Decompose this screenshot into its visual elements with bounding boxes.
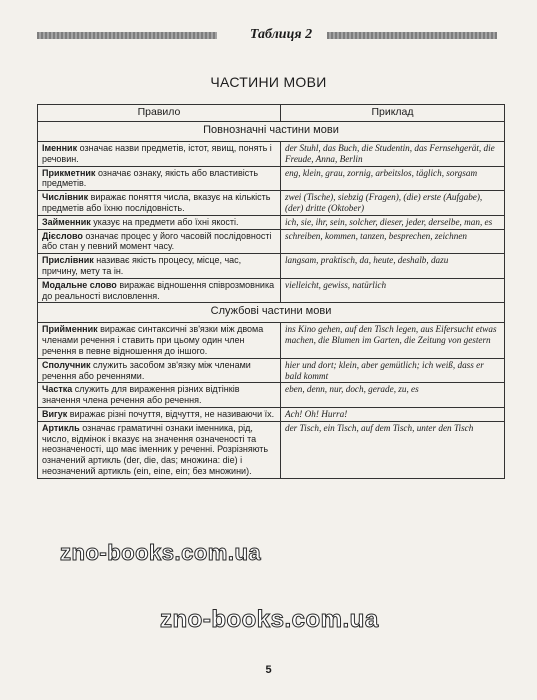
table-row: [38, 254, 505, 279]
table-body: [38, 122, 505, 479]
page-number: 5: [265, 664, 272, 676]
table-row: [38, 383, 505, 408]
rule-text: означає процес у його часовій послідовності або стан у певний момент часу.: [42, 230, 272, 252]
rule-cell: [38, 278, 281, 303]
term-label: Дієслово: [42, 230, 83, 241]
page-title: ЧАСТИНИ МОВИ: [210, 74, 327, 90]
term-label: Займенник: [42, 216, 91, 227]
table-row: [38, 358, 505, 383]
example-cell: der Tisch, ein Tisch, auf dem Tisch, unter den Tisch: [281, 421, 505, 478]
table-row: [38, 407, 505, 421]
rule-cell: [38, 358, 281, 383]
example-cell: ich, sie, ihr, sein, solcher, dieser, jeder, derselbe, man, es: [281, 215, 505, 229]
rule-text: служить засобом зв'язку між членами речення або реченнями.: [42, 359, 251, 381]
example-cell: schreiben, kommen, tanzen, besprechen, zeichnen: [281, 229, 505, 254]
rule-cell: [38, 323, 281, 358]
rule-cell: [38, 166, 281, 191]
rule-text: виражає синтаксичні зв'язки між двома членами речення і ставить при цьому один член речення в певне відношення до іншого.: [42, 324, 264, 356]
term-label: Іменник: [42, 143, 78, 153]
rule-cell: [38, 407, 281, 421]
section-heading-row: [38, 122, 505, 142]
rule-text: виражає різні почуття, відчуття, не називаючи їх.: [67, 408, 275, 419]
watermark-text-secondary: zno-books.com.ua: [160, 606, 379, 633]
section-heading: Повнозначні частини мови: [38, 122, 505, 142]
example-cell: vielleicht, gewiss, natürlich: [281, 278, 505, 303]
table-head-row: [38, 105, 505, 122]
rule-cell: [38, 191, 281, 216]
table-row: [38, 278, 505, 303]
section-heading-row: [38, 303, 505, 323]
header-rule-right: [327, 32, 497, 39]
section-heading: Службові частини мови: [38, 303, 505, 323]
table-row: [38, 215, 505, 229]
table-row: [38, 229, 505, 254]
rule-cell: [38, 254, 281, 279]
rule-cell: [38, 142, 281, 167]
term-label: Артикль: [42, 422, 80, 433]
parts-of-speech-table: [37, 104, 505, 479]
rule-cell: [38, 229, 281, 254]
example-cell: zwei (Tische), siebzig (Fragen), (die) erste (Aufgabe), (der) dritte (Oktober): [281, 191, 505, 216]
table-header: [37, 27, 497, 47]
term-label: Числівник: [42, 192, 89, 203]
rule-cell: [38, 383, 281, 408]
example-cell: ins Kino gehen, auf den Tisch legen, aus Eifersucht etwas machen, die Blumen im Garten, die Zeitung von gestern: [281, 323, 505, 358]
header-rule-left: [37, 32, 217, 39]
rule-text: означає ознаку, якість або властивість предметів.: [42, 167, 259, 189]
rule-text: означає граматичні ознаки іменника, рід, число, відмінок і вказує на значення означеності та неозначеності, що має іменник у реченні. Розрізняють означений артикль (der, die, das; множина: die) і неозначений артикль (ein, eine, ein; без множини).: [42, 422, 269, 476]
rule-text: виражає поняття числа, вказує на кількість предметів або їхню послідовність.: [42, 192, 271, 213]
watermark-text: zno-books.com.ua: [60, 540, 262, 565]
table-row: [38, 323, 505, 358]
example-cell: eben, denn, nur, doch, gerade, zu, es: [281, 383, 505, 408]
example-cell: hier und dort; klein, aber gemütlich; ich weiß, dass er bald kommt: [281, 358, 505, 383]
table-row: [38, 421, 505, 478]
rule-text: указує на предмети або їхні якості.: [90, 216, 239, 227]
rule-cell: [38, 421, 281, 478]
table-row: [38, 142, 505, 167]
rule-cell: [38, 215, 281, 229]
rule-text: називає якість процесу, місце, час, причину, мету та ін.: [42, 255, 242, 276]
example-cell: langsam, praktisch, da, heute, deshalb, dazu: [281, 254, 505, 279]
term-label: Сполучник: [42, 359, 91, 370]
term-label: Вигук: [42, 408, 68, 419]
term-label: Прикметник: [42, 167, 96, 178]
example-cell: der Stuhl, das Buch, die Studentin, das Fernsehgerät, die Freude, Anna, Berlin: [281, 142, 505, 167]
term-label: Прислівник: [42, 255, 94, 266]
rule-text: виражає відношення співрозмовника до реальності висловлення.: [42, 279, 275, 301]
column-header-rule: Правило: [38, 105, 281, 122]
term-label: Модальне слово: [42, 279, 117, 290]
table-label: Таблиця 2: [249, 27, 313, 42]
rule-text: служить для вираження різних відтінків значення члена речення або речення.: [42, 384, 240, 406]
example-cell: Ach! Oh! Hurra!: [281, 407, 505, 421]
rule-text: означає назви предметів, істот, явищ, понять і речовин.: [42, 143, 272, 164]
table-row: [38, 191, 505, 216]
term-label: Прийменник: [42, 324, 98, 335]
example-cell: eng, klein, grau, zornig, arbeitslos, täglich, sorgsam: [281, 166, 505, 191]
column-header-example: Приклад: [281, 105, 505, 122]
table-row: [38, 166, 505, 191]
term-label: Частка: [42, 384, 73, 395]
